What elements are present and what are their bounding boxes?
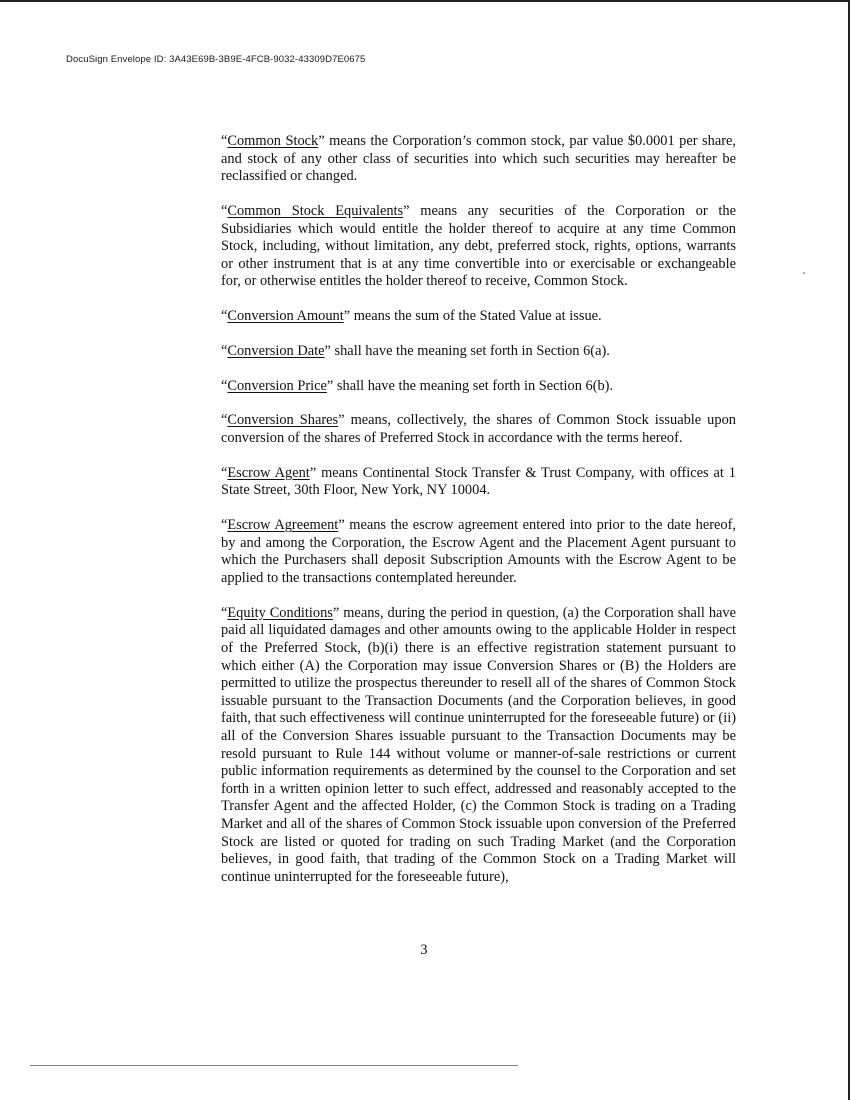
definition-term: Conversion Date <box>227 342 325 359</box>
definition-text: shall have the meaning set forth in Section 6(b). <box>336 377 614 394</box>
definition-escrow-agent: “Escrow Agent” means Continental Stock Transfer & Trust Company, with offices at 1 State Street, 30th Floor, New York, NY 10004. <box>221 464 736 499</box>
definition-common-stock-equivalents: “Common Stock Equivalents” means any securities of the Corporation or the Subsidiaries which would entitle the holder thereof to acquire at any time Common Stock, including, without limitation, any debt, preferred stock, rights, options, warrants or other instrument that is at any time convertible into or exercisable or exchangeable for, or otherwise entitles the holder thereof to receive, Common Stock. <box>221 202 736 290</box>
definitions-section <box>221 133 736 886</box>
definition-text: means, collectively, the shares of Common Stock issuable upon conversion of the shares of Preferred Stock in accordance with the terms hereof. <box>221 412 736 447</box>
definition-conversion-price: “Conversion Price” shall have the meaning set forth in Section 6(b). <box>221 377 614 394</box>
definition-term: Conversion Amount <box>227 308 344 325</box>
definition-escrow-agreement: “Escrow Agreement” means the escrow agreement entered into prior to the date hereof, by and among the Corporation, the Escrow Agent and the Placement Agent pursuant to which the Purchasers shall deposit Subscription Amounts with the Escrow Agent to be applied to the transactions contemplated hereunder. <box>221 517 736 586</box>
definition-term: Equity Conditions <box>227 604 333 621</box>
definition-term: Common Stock Equivalents <box>227 202 404 219</box>
definition-text: shall have the meaning set forth in Section 6(a). <box>334 342 610 359</box>
definition-text: means the sum of the Stated Value at issue. <box>353 308 602 325</box>
definition-text: means, during the period in question, (a) the Corporation shall have paid all liquidated damages and other amounts owing to the applicable Holder in respect of the Preferred Stock, (b)(i) there is an effective registration statement pursuant to which either (A) the Corporation may issue Conversion Shares or (B) the Holders are permitted to utilize the prospectus thereunder to resell all of the shares of Common Stock issuable pursuant to the Transaction Documents (and the Corporation believes, in good faith, that such effectiveness will continue uninterrupted for the foreseeable future) or (ii) all of the Conversion Shares issuable pursuant to the Transaction Documents may be resold pursuant to Rule 144 without volume or manner-of-sale restrictions or current public information requirements as determined by the counsel to the Corporation and set forth in a written opinion letter to such effect, addressed and reasonably accepted to the Transfer Agent and the affected Holder, (c) the Common Stock is trading on a Trading Market and all of the shares of Common Stock issuable upon conversion of the Preferred Stock are listed or quoted for trading on such Trading Market (and the Corporation believes, in good faith, that trading of the Common Stock on a Trading Market will continue uninterrupted for the foreseeable future), <box>221 604 736 885</box>
definition-conversion-date: “Conversion Date” shall have the meaning set forth in Section 6(a). <box>221 342 610 359</box>
footer-divider <box>30 1065 518 1066</box>
page-number: 3 <box>420 942 428 958</box>
definition-term: Conversion Shares <box>227 412 339 429</box>
definition-text: means Continental Stock Transfer & Trust Company, with offices at 1 State Street, 30th Floor, New York, NY 10004. <box>221 464 736 499</box>
definition-common-stock: “Common Stock” means the Corporation’s common stock, par value $0.0001 per share, and stock of any other class of securities into which such securities may hereafter be reclassified or changed. <box>221 133 736 185</box>
definition-conversion-amount: “Conversion Amount” means the sum of the Stated Value at issue. <box>221 308 602 325</box>
definition-term: Escrow Agreement <box>227 517 339 534</box>
definition-equity-conditions: “Equity Conditions” means, during the period in question, (a) the Corporation shall have paid all liquidated damages and other amounts owing to the applicable Holder in respect of the Preferred Stock, (b)(i) there is an effective registration statement pursuant to which either (A) the Corporation may issue Conversion Shares or (B) the Holders are permitted to utilize the prospectus thereunder to resell all of the shares of Common Stock issuable pursuant to the Transaction Documents (and the Corporation believes, in good faith, that such effectiveness will continue uninterrupted for the foreseeable future) or (ii) all of the Conversion Shares issuable pursuant to the Transaction Documents may be resold pursuant to Rule 144 without volume or manner-of-sale restrictions or current public information requirements as determined by the counsel to the Corporation and set forth in a written opinion letter to such effect, addressed and reasonably accepted to the Transfer Agent and the affected Holder, (c) the Common Stock is trading on a Trading Market and all of the shares of Common Stock issuable upon conversion of the Preferred Stock are listed or quoted for trading on such Trading Market (and the Corporation believes, in good faith, that trading of the Common Stock on a Trading Market will continue uninterrupted for the foreseeable future), <box>221 604 736 885</box>
definition-term: Escrow Agent <box>227 464 310 481</box>
scan-speck <box>803 272 805 274</box>
definition-term: Conversion Price <box>227 377 327 394</box>
definition-conversion-shares: “Conversion Shares” means, collectively, the shares of Common Stock issuable upon conversion of the shares of Preferred Stock in accordance with the terms hereof. <box>221 412 736 447</box>
definition-text: means the escrow agreement entered into prior to the date hereof, by and among the Corporation, the Escrow Agent and the Placement Agent pursuant to which the Purchasers shall deposit Subscription Amounts with the Escrow Agent to be applied to the transactions contemplated hereunder. <box>221 517 736 586</box>
docusign-envelope-id: DocuSign Envelope ID: 3A43E69B-3B9E-4FCB-9032-43309D7E0675 <box>66 54 366 65</box>
definition-term: Common Stock <box>227 133 319 149</box>
definition-text: means any securities of the Corporation or the Subsidiaries which would entitle the holder thereof to acquire at any time Common Stock, including, without limitation, any debt, preferred stock, rights, options, warrants or other instrument that is at any time convertible into or exercisable or exchangeable for, or otherwise entitles the holder thereof to receive, Common Stock. <box>221 202 736 290</box>
definition-text: means the Corporation’s common stock, par value $0.0001 per share, and stock of any other class of securities into which such securities may hereafter be reclassified or changed. <box>221 133 736 185</box>
